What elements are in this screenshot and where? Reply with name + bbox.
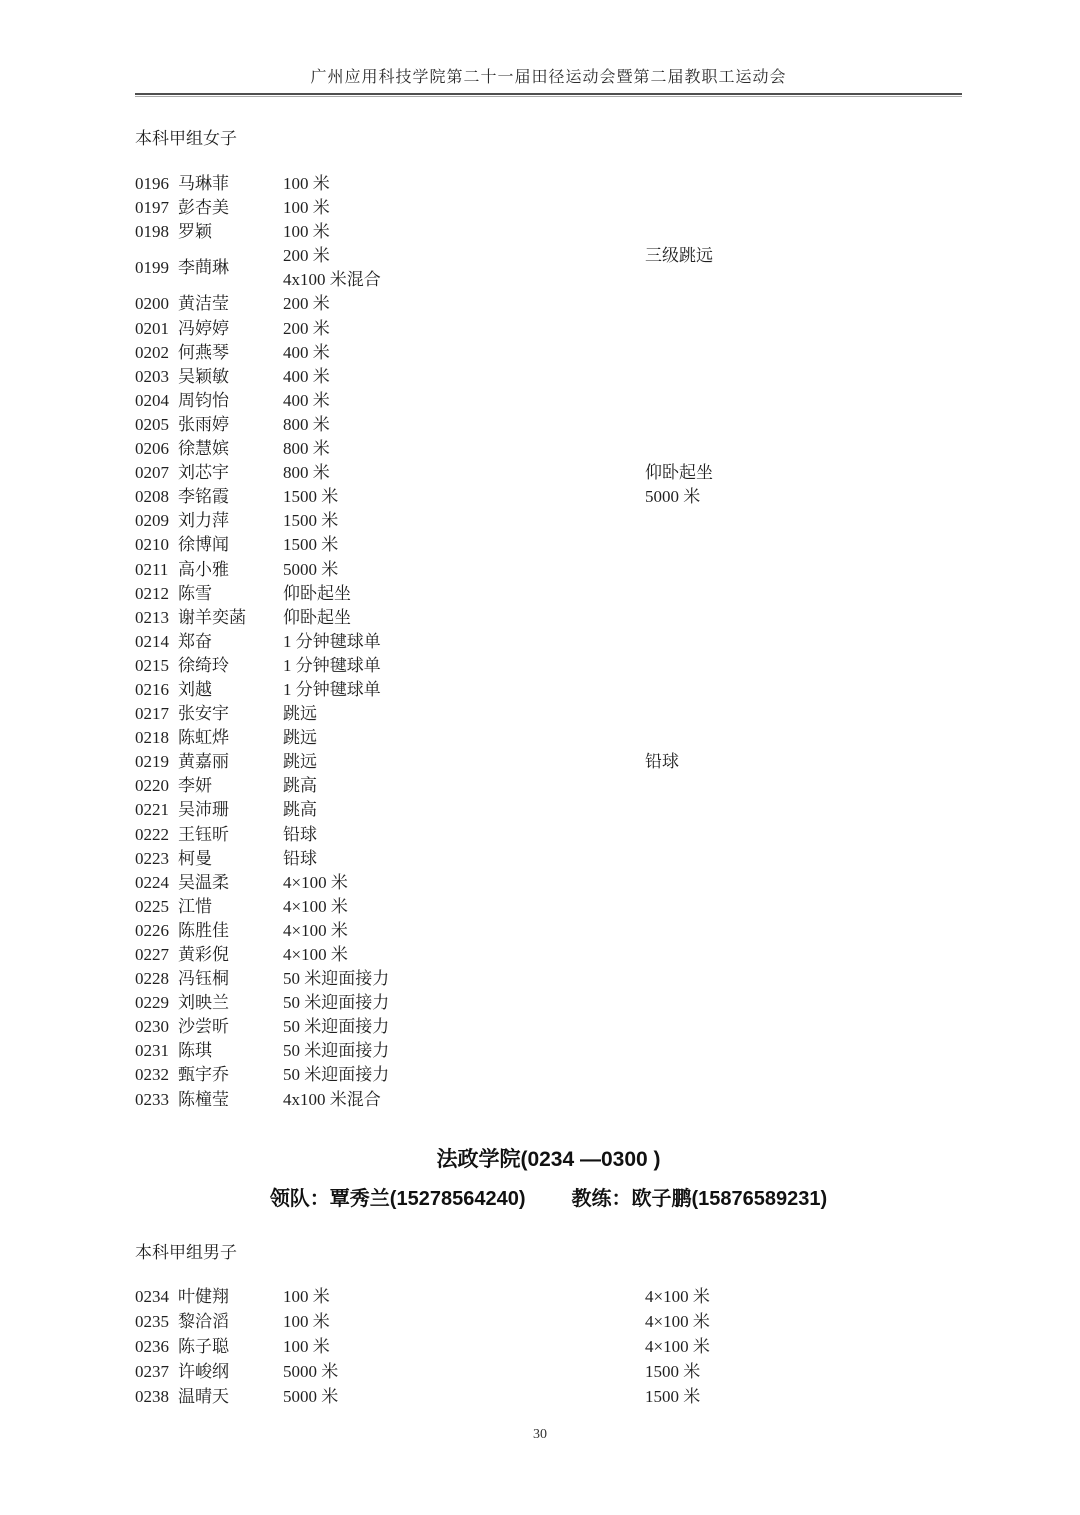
athlete-number: 0235 [135,1311,169,1331]
athlete-events [283,582,645,606]
athlete-name: 张安宇 [178,704,229,724]
athlete-number: 0220 [135,776,169,796]
athlete-events [283,196,645,220]
athlete-extra-event [645,437,962,461]
athlete-extra-event [645,678,962,702]
header-rule [135,93,962,97]
athlete-events [283,461,645,485]
table-row [135,341,962,365]
event-label: 800 米 [283,439,330,459]
athlete-name: 冯婷婷 [178,318,229,338]
table-row [135,702,962,726]
athlete-events [283,220,645,244]
table-row [135,292,962,316]
athlete-extra-event [645,823,962,847]
athlete-events [283,244,645,292]
event-label: 100 米 [283,198,330,218]
athlete-extra-event [645,533,962,557]
athlete-name: 马琳菲 [178,174,229,193]
athlete-name: 温晴天 [178,1386,229,1406]
event-label: 5000 米 [283,1361,339,1381]
athlete-name: 李铭霞 [178,487,229,507]
event-label: 100 米 [283,1311,330,1331]
table-row [135,1088,962,1112]
group-label-women: 本科甲组女子 [135,129,237,148]
athlete-extra-event: 仰卧起坐 [645,463,713,483]
event-label: 跳远 [283,704,317,724]
athlete-extra-event [645,365,962,389]
table-row [135,389,962,413]
athlete-events [283,823,645,847]
athlete-events [283,558,645,582]
athlete-number: 0229 [135,993,169,1013]
athlete-extra-event [645,292,962,316]
athlete-number: 0238 [135,1386,169,1406]
coach-info: 教练：欧子鹏(15876589231) [571,1187,828,1210]
table-row [135,847,962,871]
athlete-events [283,919,645,943]
event-label: 跳高 [283,800,317,820]
event-label: 50 米迎面接力 [283,1041,390,1061]
table-row [135,774,962,798]
event-label: 50 米迎面接力 [283,993,390,1013]
athlete-events [283,1039,645,1063]
athlete-name: 沙尝昕 [178,1017,229,1037]
athlete-extra-event [645,943,962,967]
athlete-events [283,1384,645,1409]
athlete-number: 0233 [135,1089,169,1109]
athlete-number: 0230 [135,1017,169,1037]
athlete-extra-event [645,798,962,822]
athlete-name: 陈雪 [178,583,212,603]
event-label: 1500 米 [283,535,339,555]
event-label: 铅球 [283,848,317,868]
table-row [135,943,962,967]
athlete-extra-event [645,774,962,798]
page-number: 30 [533,1427,547,1442]
event-label: 200 米 [283,318,330,338]
table-row [135,485,962,509]
athlete-number: 0226 [135,920,169,940]
athlete-name: 黄彩倪 [178,945,229,964]
athlete-name: 吴颖敏 [178,366,229,386]
athlete-extra-event: 三级跳远 [645,246,713,266]
athlete-number: 0212 [135,583,169,603]
document-header-title: 广州应用科技学院第二十一届田径运动会暨第二届教职工运动会 [310,69,787,86]
table-row [135,1284,962,1309]
table-row [135,1309,962,1334]
athlete-extra-event [645,630,962,654]
athlete-extra-event [645,389,962,413]
athlete-number: 0234 [135,1286,169,1306]
table-row [135,1015,962,1039]
athlete-number: 0203 [135,366,169,386]
table-row [135,558,962,582]
athlete-events [283,1063,645,1087]
event-label: 100 米 [283,222,330,242]
athlete-number: 0228 [135,969,169,989]
event-label: 50 米迎面接力 [283,969,390,989]
athlete-events [283,702,645,726]
athlete-extra-event [645,1063,962,1087]
athlete-extra-event [645,1039,962,1063]
athlete-name: 黄洁莹 [178,294,229,314]
athlete-extra-event: 1500 米 [645,1361,701,1381]
leader-info: 领队：覃秀兰(15278564240) [269,1187,526,1210]
athlete-number: 0197 [135,198,169,218]
athlete-extra-event [645,582,962,606]
athlete-name: 徐绮玲 [178,655,229,675]
athlete-name: 冯钰桐 [178,969,229,989]
athlete-events [283,1088,645,1112]
athlete-events [283,533,645,557]
college-title: 法政学院(0234 —0300 ) [436,1147,661,1171]
athlete-number: 0225 [135,896,169,916]
athlete-extra-event [645,895,962,919]
table-row [135,678,962,702]
table-row [135,919,962,943]
athlete-number: 0210 [135,535,169,555]
athlete-events [283,1284,645,1309]
group-label-men: 本科甲组男子 [135,1242,237,1262]
athlete-extra-event: 4×100 米 [645,1286,710,1306]
athlete-number: 0204 [135,390,169,410]
event-label: 800 米 [283,414,330,434]
athlete-extra-event [645,317,962,341]
athlete-name: 陈橦莹 [178,1089,229,1109]
athlete-events [283,413,645,437]
table-row [135,991,962,1015]
athlete-number: 0198 [135,222,169,242]
athlete-number: 0211 [135,559,169,579]
table-row [135,798,962,822]
athlete-events [283,365,645,389]
athlete-events [283,317,645,341]
athlete-extra-event: 4×100 米 [645,1336,710,1356]
event-label: 4×100 米 [283,896,348,916]
athlete-number: 0213 [135,607,169,627]
athlete-number: 0216 [135,679,169,699]
athlete-number: 0205 [135,414,169,434]
athlete-extra-event [645,172,962,196]
table-row [135,317,962,341]
athlete-events [283,654,645,678]
athlete-number: 0200 [135,294,169,314]
athlete-events [283,1309,645,1334]
athlete-number: 0219 [135,752,169,772]
athlete-events [283,1015,645,1039]
table-row [135,726,962,750]
event-label: 1 分钟毽球单 [283,655,381,675]
athlete-name: 陈虹烨 [178,728,229,748]
athlete-extra-event [645,702,962,726]
athlete-events [283,389,645,413]
event-label: 800 米 [283,463,330,483]
leader-coach-line [135,1182,962,1211]
event-label: 5000 米 [283,559,339,579]
athlete-number: 0218 [135,728,169,748]
athlete-number: 0231 [135,1041,169,1061]
table-row [135,967,962,991]
event-label: 跳远 [283,752,317,772]
event-label: 4×100 米 [283,872,348,892]
table-row [135,750,962,774]
table-row [135,630,962,654]
event-label: 跳远 [283,728,317,748]
event-label: 100 米 [283,1286,330,1306]
event-label: 400 米 [283,390,330,410]
athlete-events [283,437,645,461]
athlete-name: 陈子聪 [178,1336,229,1356]
table-row [135,606,962,630]
event-label: 100 米 [283,1336,330,1356]
athlete-name: 周钧怡 [178,390,229,410]
athlete-extra-event: 铅球 [645,752,679,772]
athlete-events [283,509,645,533]
table-row [135,196,962,220]
athlete-name: 王钰昕 [178,824,229,844]
athlete-number: 0237 [135,1361,169,1381]
athlete-number: 0196 [135,174,169,193]
athlete-name: 李蔄琳 [178,258,229,278]
table-row [135,895,962,919]
event-label: 200 米 [283,294,330,314]
athlete-number: 0209 [135,511,169,531]
event-label: 50 米迎面接力 [283,1017,390,1037]
table-row [135,461,962,485]
athlete-name: 罗颖 [178,222,212,242]
table-row [135,509,962,533]
athlete-name: 徐博闻 [178,535,229,555]
table-row [135,582,962,606]
athlete-events [283,943,645,967]
athlete-extra-event [645,1088,962,1112]
athlete-events [283,606,645,630]
athlete-events [283,847,645,871]
athlete-name: 刘芯宇 [178,463,229,483]
table-row [135,365,962,389]
athlete-number: 0224 [135,872,169,892]
event-label: 铅球 [283,824,317,844]
athlete-events [283,630,645,654]
table-row [135,172,962,196]
athlete-events [283,678,645,702]
event-label: 400 米 [283,366,330,386]
athlete-extra-event: 1500 米 [645,1386,701,1406]
athlete-extra-event [645,220,962,244]
athlete-events [283,1359,645,1384]
athlete-name: 郑奋 [178,631,212,651]
athlete-number: 0223 [135,848,169,868]
event-label: 4×100 米 [283,920,348,940]
athlete-events [283,871,645,895]
athlete-number: 0202 [135,342,169,362]
athlete-events [283,798,645,822]
event-label: 1 分钟毽球单 [283,679,381,699]
athlete-number: 0227 [135,945,169,964]
athlete-extra-event [645,871,962,895]
table-row [135,823,962,847]
table-row [135,1063,962,1087]
athlete-name: 柯曼 [178,848,212,868]
athlete-name: 陈琪 [178,1041,212,1061]
athlete-number: 0221 [135,800,169,820]
athlete-extra-event [645,967,962,991]
athlete-name: 何燕琴 [178,342,229,362]
athlete-name: 陈胜佳 [178,920,229,940]
athlete-name: 刘越 [178,679,212,699]
athlete-extra-event: 4×100 米 [645,1311,710,1331]
event-label: 仰卧起坐 [283,607,351,627]
athlete-name: 刘映兰 [178,993,229,1013]
table-row [135,437,962,461]
event-label: 跳高 [283,776,317,796]
athlete-name: 黎洽滔 [178,1311,229,1331]
athlete-name: 彭杏美 [178,198,229,218]
table-row [135,1039,962,1063]
athlete-extra-event [645,847,962,871]
athlete-number: 0206 [135,439,169,459]
athlete-extra-event [645,606,962,630]
table-row [135,1334,962,1359]
athlete-number: 0199 [135,258,169,278]
athlete-events [283,991,645,1015]
athlete-name: 吴温柔 [178,872,229,892]
page-content [135,0,962,1409]
event-label: 50 米迎面接力 [283,1065,390,1085]
athlete-name: 黄嘉丽 [178,752,229,772]
event-label: 仰卧起坐 [283,583,351,603]
athlete-number: 0222 [135,824,169,844]
event-label: 4×100 米 [283,945,348,964]
athlete-extra-event [645,341,962,365]
athlete-events [283,967,645,991]
athlete-events [283,726,645,750]
event-label: 1500 米 [283,511,339,531]
athlete-events [283,774,645,798]
athlete-extra-event [645,726,962,750]
athlete-extra-event [645,558,962,582]
athlete-extra-event [645,1015,962,1039]
athlete-name: 刘力萍 [178,511,229,531]
athlete-number: 0201 [135,318,169,338]
athlete-number: 0207 [135,463,169,483]
athlete-extra-event [645,919,962,943]
athlete-name: 江惜 [178,896,212,916]
athlete-name: 徐慧嫔 [178,439,229,459]
table-row [135,654,962,678]
athlete-name: 吴沛珊 [178,800,229,820]
athlete-events [283,485,645,509]
athlete-events [283,750,645,774]
event-label: 5000 米 [283,1386,339,1406]
athlete-name: 叶健翔 [178,1286,229,1306]
athlete-name: 张雨婷 [178,414,229,434]
table-row [135,1384,962,1409]
athlete-events [283,341,645,365]
athlete-number: 0208 [135,487,169,507]
athlete-extra-event [645,509,962,533]
athlete-extra-event [645,991,962,1015]
athlete-number: 0232 [135,1065,169,1085]
athlete-events [283,895,645,919]
table-row [135,413,962,437]
event-label: 4x100 米混合 [283,1089,381,1109]
event-label: 400 米 [283,342,330,362]
athlete-name: 高小雅 [178,559,229,579]
athlete-extra-event [645,413,962,437]
athlete-extra-event: 5000 米 [645,487,701,507]
athlete-name: 许峻纲 [178,1361,229,1381]
athlete-number: 0214 [135,631,169,651]
athlete-extra-event [645,196,962,220]
athlete-events [283,172,645,196]
athlete-name: 甄宇乔 [178,1065,229,1085]
roster-women [135,172,962,1112]
roster-men [135,1284,962,1409]
athlete-events [283,1334,645,1359]
athlete-name: 谢羊奕菡 [178,607,246,627]
table-row [135,220,962,244]
athlete-extra-event [645,654,962,678]
table-row [135,1359,962,1384]
athlete-number: 0236 [135,1336,169,1356]
athlete-number: 0215 [135,655,169,675]
event-label: 100 米 [283,174,330,193]
table-row [135,244,962,292]
table-row [135,871,962,895]
athlete-number: 0217 [135,704,169,724]
event-label: 1500 米 [283,487,339,507]
athlete-events [283,292,645,316]
event-label: 4x100 米混合 [283,270,381,290]
athlete-name: 李妍 [178,776,212,796]
event-label: 1 分钟毽球单 [283,631,381,651]
event-label: 200 米 [283,246,330,266]
table-row [135,533,962,557]
